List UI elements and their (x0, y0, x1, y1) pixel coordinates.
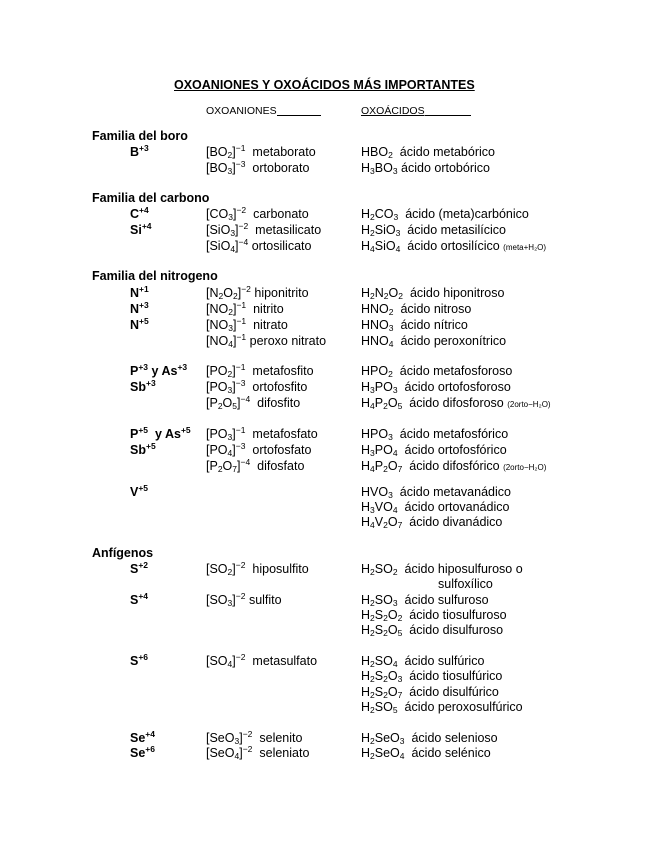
oxoacid-entry: $HNO_3$ ácido nítrico (361, 318, 468, 333)
element-label: $S^{+6}$ (130, 652, 149, 668)
oxoacid-entry: $H_2SO_4$ ácido sulfúrico (361, 654, 485, 669)
element-label: $N^{+5}$ (130, 316, 149, 332)
element-label: $S^{+4}$ (130, 591, 149, 607)
oxoanion-entry: $[SO_3]^{-2}$ sulfito (206, 591, 282, 608)
element-label: $P^{+3}$ y $As^{+3}$ (130, 362, 188, 378)
oxoacid-entry: $H_4SiO_4$ ácido ortosilícico (meta+H₂O) (361, 239, 547, 254)
oxoacid-entry: $H_2SeO_3$ ácido selenioso (361, 731, 498, 746)
oxoacid-entry: $H_2S_2O_2$ ácido tiosulfuroso (361, 608, 507, 623)
oxoanion-entry: $[SeO_3]^{-2}$ selenito (206, 729, 303, 746)
note-meta-h2o: (meta+H₂O) (503, 243, 547, 252)
oxoanion-entry: $[P_2O_7]^{-4}$ difosfato (206, 457, 305, 474)
oxoacid-entry: $HNO_2$ ácido nitroso (361, 302, 472, 317)
oxoanion-entry: $[PO_3]^{-3}$ ortofosfito (206, 378, 308, 395)
oxoacid-entry: $HBO_2$ ácido metabórico (361, 145, 495, 160)
element-label: $Si^{+4}$ (130, 221, 152, 237)
oxoanion-entry: $[SeO_4]^{-2}$ seleniato (206, 744, 310, 761)
oxoacid-entry-continuation: sulfoxílico (438, 577, 493, 591)
page-title: OXOANIONES Y OXOÁCIDOS MÁS IMPORTANTES (174, 78, 475, 92)
oxoacid-entry: $H_4V_2O_7$ ácido divanádico (361, 515, 503, 530)
oxoacid-entry: $H_2N_2O_2$ ácido hiponitroso (361, 286, 505, 301)
oxoacid-entry: $H_2S_2O_3$ ácido tiosulfúrico (361, 669, 503, 684)
oxoanion-entry: $[BO_2]^{-1}$ metaborato (206, 143, 316, 160)
note-2orto-h2o: (2orto−H₂O) (503, 463, 547, 472)
element-label: $V^{+5}$ (130, 483, 149, 499)
element-label: $Se^{+6}$ (130, 744, 155, 760)
family-heading-anfigenos: Anfígenos (92, 546, 154, 560)
oxoacid-entry: $H_2SO_2$ ácido hiposulfuroso o (361, 562, 523, 577)
oxoacid-entry: $H_4P_2O_5$ ácido difosforoso (2orto−H₂O) (361, 396, 551, 411)
element-label: $B^{+3}$ (130, 143, 149, 159)
element-label: $C^{+4}$ (130, 205, 149, 221)
family-heading-nitrogeno: Familia del nitrogeno (92, 269, 218, 283)
oxoanion-entry: $[NO_2]^{-1}$ nitrito (206, 300, 284, 317)
oxoanion-entry: $[NO_4]^{-1}$ peroxo nitrato (206, 332, 327, 349)
oxoanion-entry: $[PO_2]^{-1}$ metafosfito (206, 362, 314, 379)
oxoacid-entry: $H_3PO_3$ ácido ortofosforoso (361, 380, 511, 395)
column-header-oxoaniones: OXOANIONES (206, 104, 321, 119)
oxoacid-entry: $HNO_4$ ácido peroxonítrico (361, 334, 507, 349)
oxoacid-entry: $HVO_3$ ácido metavanádico (361, 485, 511, 500)
column-header-oxoacidos: OXOÁCIDOS (361, 104, 471, 119)
element-label: $S^{+2}$ (130, 560, 149, 576)
oxoacid-entry: $HPO_2$ ácido metafosforoso (361, 364, 513, 379)
note-2orto-h2o: (2orto−H₂O) (507, 400, 551, 409)
oxoacid-entry: $H_2CO_3$ ácido (meta)carbónico (361, 207, 529, 222)
oxoanion-entry: $[SO_2]^{-2}$ hiposulfito (206, 560, 309, 577)
oxoanion-entry: $[PO_4]^{-3}$ ortofosfato (206, 441, 312, 458)
element-label: $N^{+1}$ (130, 284, 149, 300)
oxoacid-entry: $H_3BO_3$ ácido ortobórico (361, 161, 490, 176)
oxoanion-entry: $[N_2O_2]^{-2}$ hiponitrito (206, 284, 309, 301)
oxoacid-entry: $H_2SiO_3$ ácido metasilícico (361, 223, 506, 238)
oxoacid-entry: $H_3PO_4$ ácido ortofosfórico (361, 443, 507, 458)
oxoacid-entry: $H_2SeO_4$ ácido selénico (361, 746, 491, 761)
oxoanion-entry: $[SiO_3]^{-2}$ metasilicato (206, 221, 322, 238)
oxoanion-entry: $[NO_3]^{-1}$ nitrato (206, 316, 288, 333)
oxoacid-entry: $H_2SO_3$ ácido sulfuroso (361, 593, 489, 608)
family-heading-carbono: Familia del carbono (92, 191, 210, 205)
oxoanion-entry: $[P_2O_5]^{-4}$ difosfito (206, 394, 301, 411)
oxoacid-entry: $H_4P_2O_7$ ácido difosfórico (2orto−H₂O) (361, 459, 547, 474)
element-label: $N^{+3}$ (130, 300, 149, 316)
family-heading-boro: Familia del boro (92, 129, 188, 143)
oxoacid-entry: $H_2S_2O_5$ ácido disulfuroso (361, 623, 504, 638)
element-label: $P^{+5}$ y $As^{+5}$ (130, 425, 191, 441)
element-label: $Se^{+4}$ (130, 729, 155, 745)
element-label: $Sb^{+5}$ (130, 441, 156, 457)
oxoacid-entry: $HPO_3$ ácido metafosfórico (361, 427, 509, 442)
element-label: $Sb^{+3}$ (130, 378, 156, 394)
oxoanion-entry: $[PO_3]^{-1}$ metafosfato (206, 425, 318, 442)
oxoacid-entry: $H_2S_2O_7$ ácido disulfúrico (361, 685, 499, 700)
oxoacid-entry: $H_2SO_5$ ácido peroxosulfúrico (361, 700, 523, 715)
oxoacid-entry: $H_3VO_4$ ácido ortovanádico (361, 500, 510, 515)
oxoanion-entry: $[CO_3]^{-2}$ carbonato (206, 205, 309, 222)
oxoanion-entry: $[SO_4]^{-2}$ metasulfato (206, 652, 318, 669)
oxoanion-entry: $[BO_3]^{-3}$ ortoborato (206, 159, 310, 176)
oxoanion-entry: $[SiO_4]^{-4}$ ortosilicato (206, 237, 312, 254)
